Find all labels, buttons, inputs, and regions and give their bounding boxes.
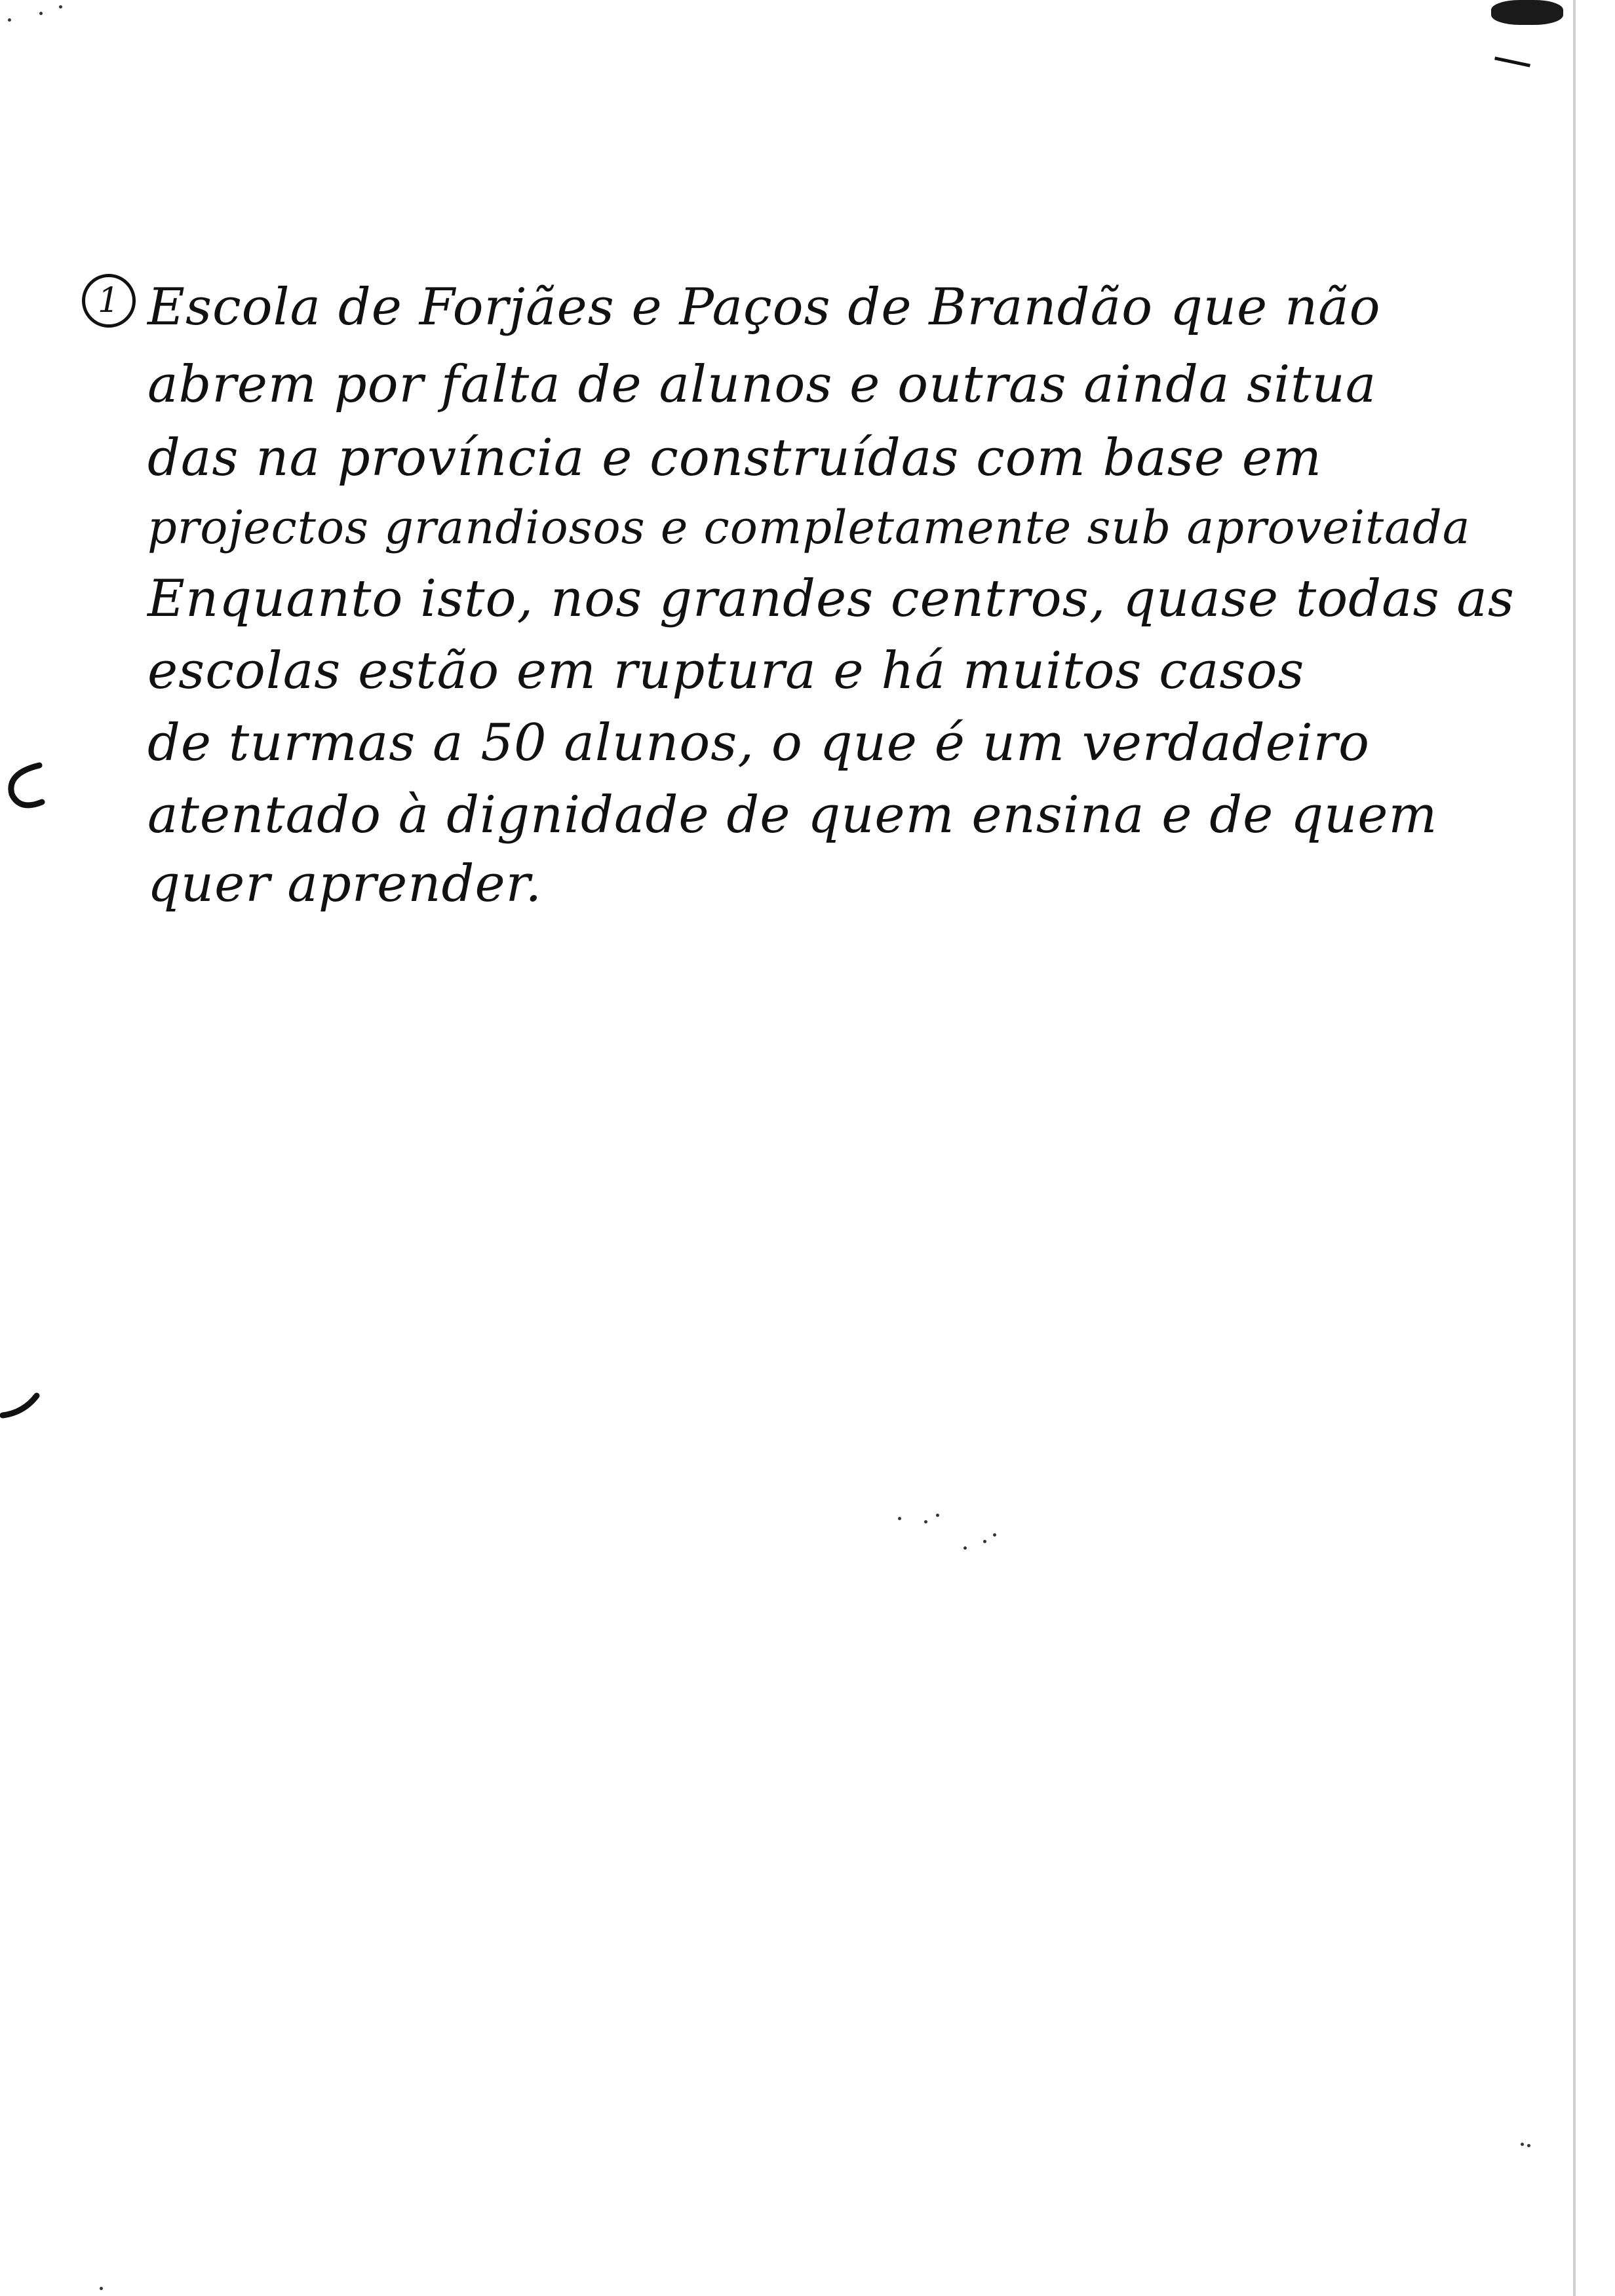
text-line: das na província e construídas com base em bbox=[147, 429, 1323, 488]
scan-mark-top-right-small bbox=[1494, 56, 1530, 67]
scan-mark-top-right bbox=[1491, 0, 1563, 25]
speck bbox=[898, 1517, 901, 1520]
speck bbox=[963, 1546, 967, 1550]
speck bbox=[8, 18, 11, 22]
speck bbox=[1527, 2144, 1530, 2147]
text-line: quer aprender. bbox=[147, 854, 543, 913]
margin-arc-upper bbox=[0, 760, 52, 813]
text-line: atentado à dignidade de quem ensina e de quem bbox=[147, 786, 1438, 845]
speck bbox=[993, 1533, 996, 1537]
page-right-edge bbox=[1573, 0, 1576, 2296]
margin-arc-lower bbox=[0, 1389, 52, 1428]
text-line: abrem por falta de alunos e outras ainda situa bbox=[147, 355, 1377, 414]
text-line: Enquanto isto, nos grandes centros, quase todas as bbox=[147, 569, 1515, 628]
speck bbox=[100, 2287, 103, 2290]
text-line: escolas estão em ruptura e há muitos casos bbox=[147, 641, 1305, 700]
speck bbox=[59, 5, 62, 9]
text-line: Escola de Forjães e Paços de Brandão que não bbox=[147, 278, 1381, 337]
speck bbox=[39, 12, 43, 15]
item-number: 1 bbox=[82, 274, 136, 328]
text-line: projectos grandiosos e completamente sub aproveitada bbox=[147, 501, 1471, 554]
speck bbox=[924, 1520, 927, 1523]
speck bbox=[936, 1514, 939, 1517]
speck bbox=[983, 1540, 986, 1543]
speck bbox=[1521, 2143, 1524, 2146]
text-line: de turmas a 50 alunos, o que é um verdadeiro bbox=[147, 714, 1370, 773]
